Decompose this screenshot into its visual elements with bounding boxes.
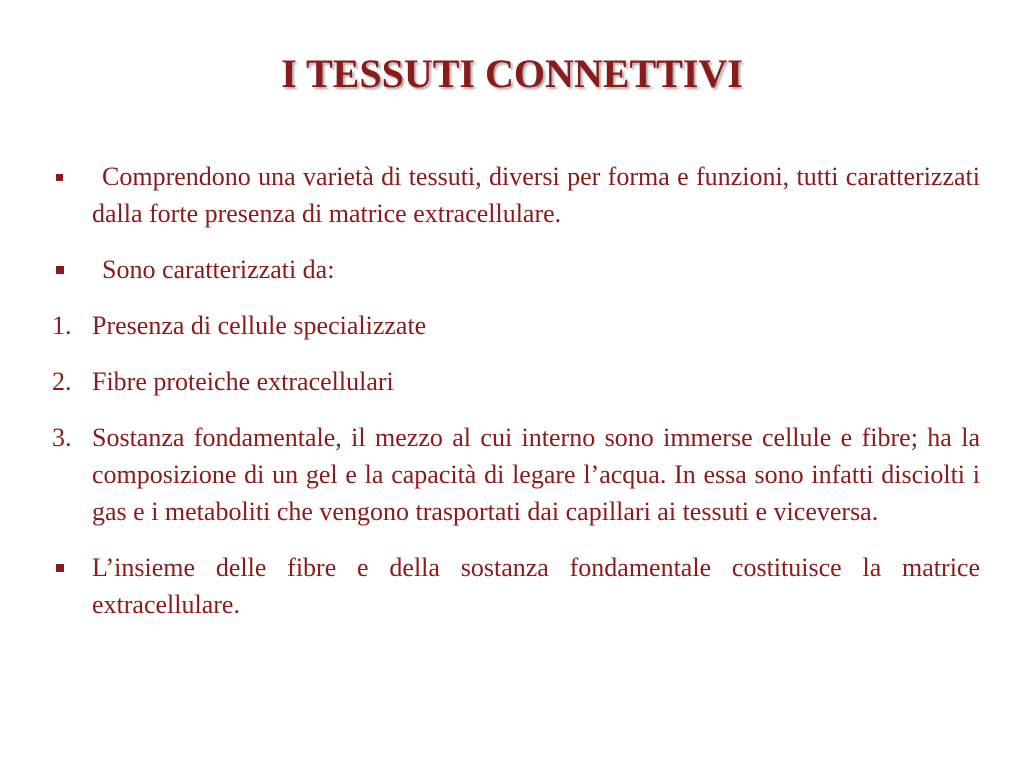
list-item-2 <box>52 251 980 288</box>
list-item-text: Sono caratterizzati da: <box>102 255 335 284</box>
square-bullet-icon <box>56 266 64 274</box>
list-item-1 <box>52 158 980 232</box>
list-item-4 <box>52 363 980 400</box>
list-item-text: Presenza di cellule specializzate <box>92 311 427 340</box>
slide-body <box>52 158 980 642</box>
list-item-text: Fibre proteiche extracellulari <box>92 367 394 396</box>
bullet-marker <box>52 251 92 288</box>
list-number: 2. <box>52 367 72 396</box>
square-bullet-icon <box>56 564 64 572</box>
list-item-text: L’insieme delle fibre e della sostanza fondamentale costituisce la matrice extracellulare. <box>92 553 980 619</box>
slide-title: I TESSUTI CONNETTIVI <box>281 51 743 96</box>
bullet-marker <box>52 158 92 195</box>
list-number: 1. <box>52 311 72 340</box>
list-item-5 <box>52 419 980 530</box>
bullet-marker <box>52 549 92 586</box>
list-item-3 <box>52 307 980 344</box>
list-item-text: Sostanza fondamentale, il mezzo al cui interno sono immerse cellule e fibre; ha la composizione di un gel e la capacità di legare l’acqua. In essa sono infatti disciolti i gas e i metaboliti che vengono trasportati dai capillari ai tessuti e viceversa. <box>92 423 980 526</box>
list-item-text: Comprendono una varietà di tessuti, diversi per forma e funzioni, tutti caratterizzati dalla forte presenza di matrice extracellulare. <box>92 162 980 228</box>
list-item-6 <box>52 549 980 623</box>
square-bullet-icon <box>56 174 63 181</box>
list-number: 3. <box>52 423 72 452</box>
